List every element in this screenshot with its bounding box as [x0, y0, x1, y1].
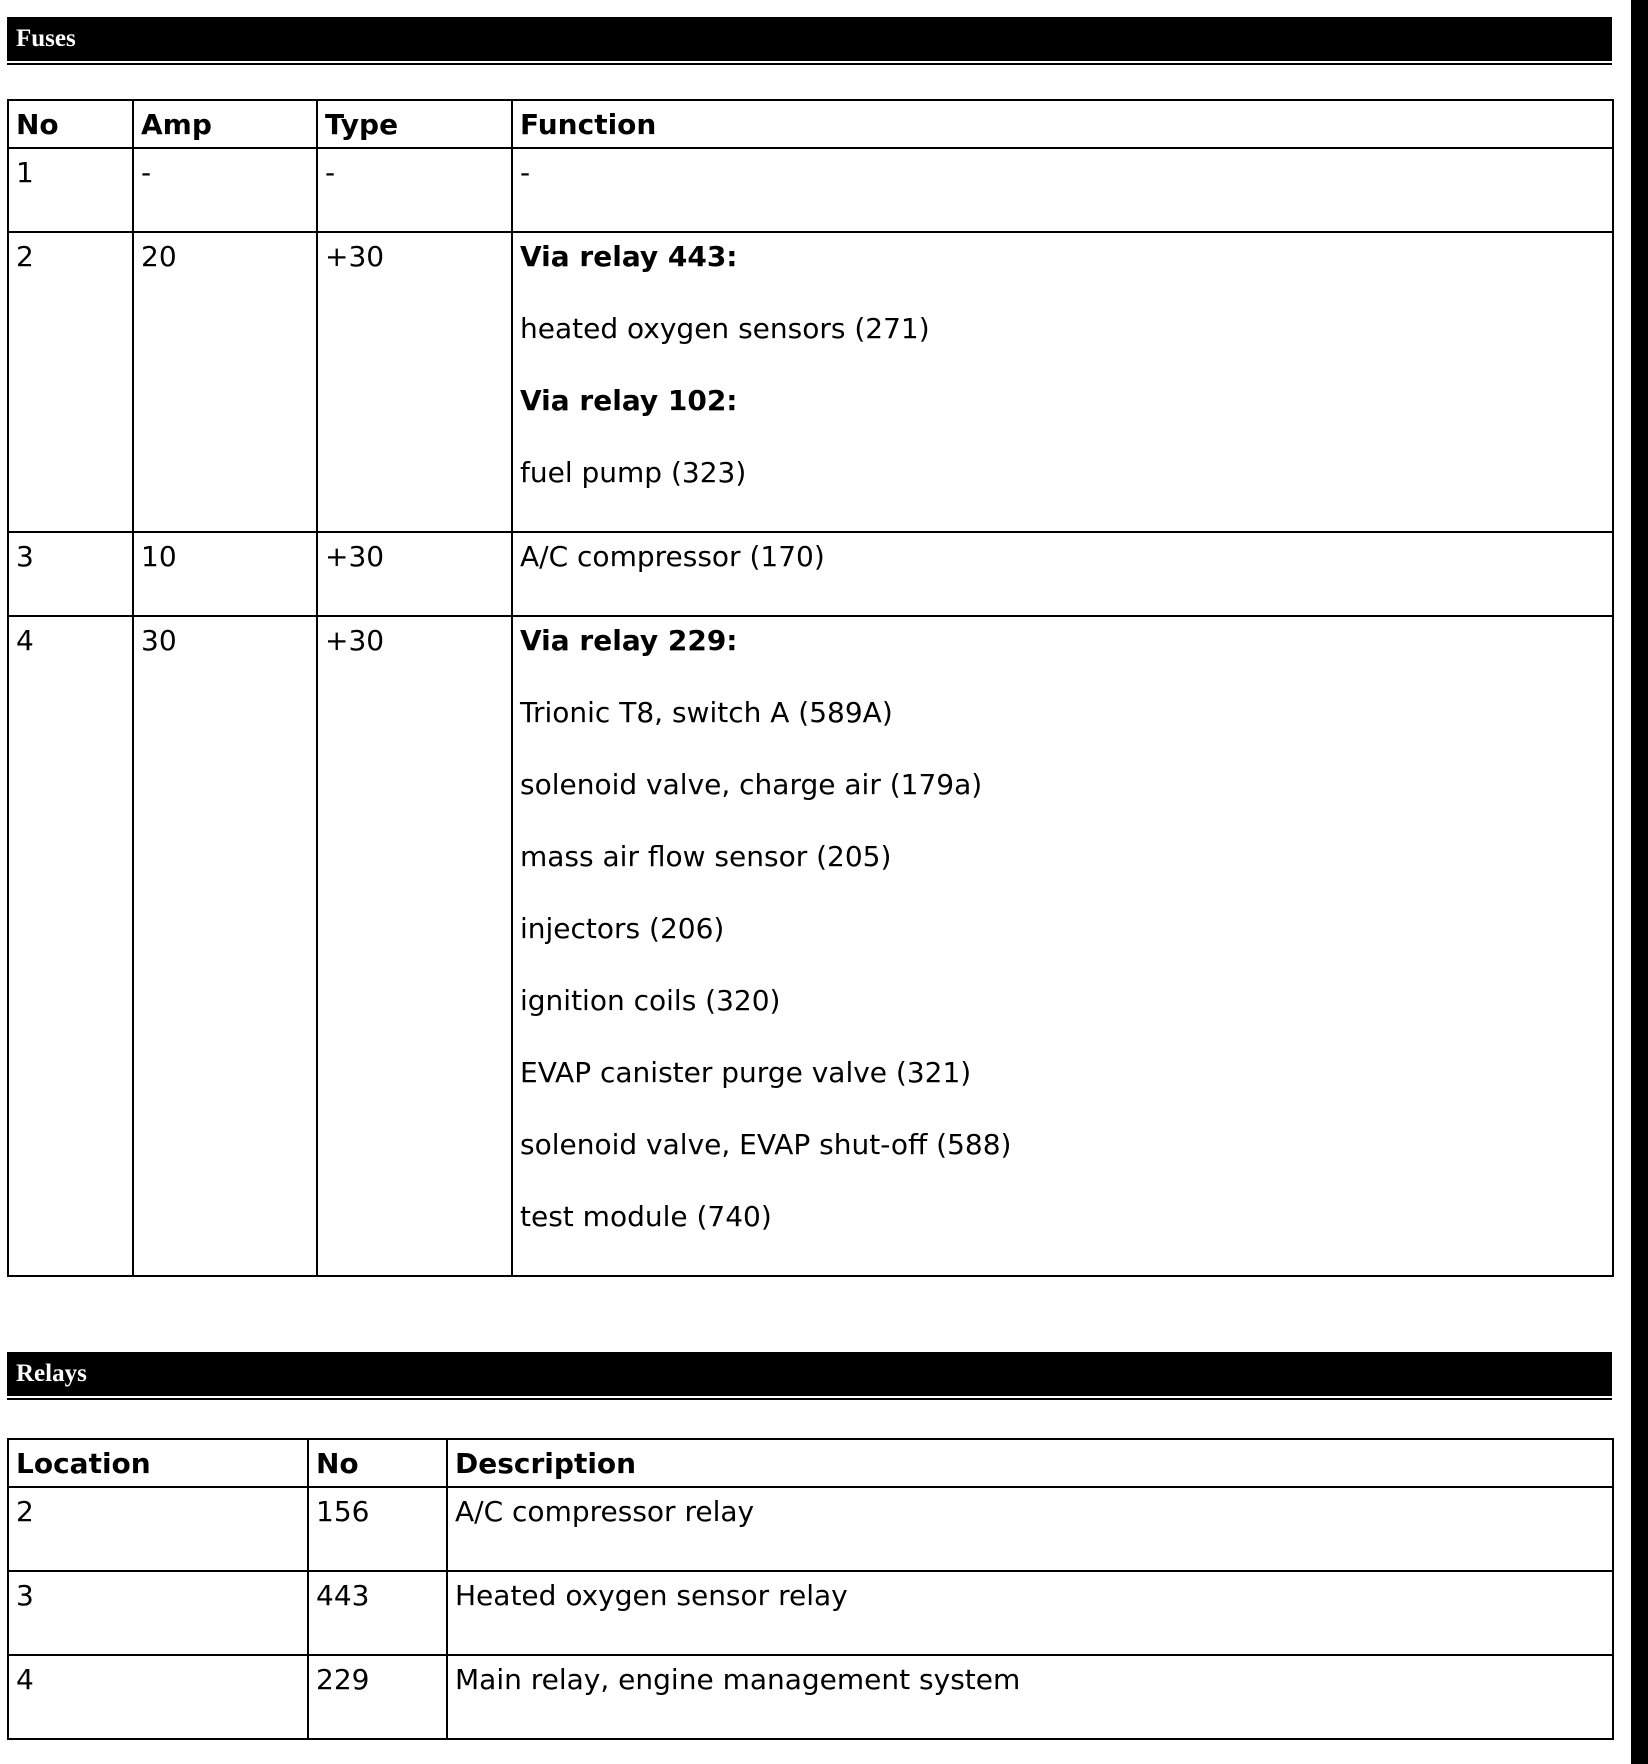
fuse-row	[8, 616, 1613, 1276]
column-header-description: Description	[447, 1439, 1613, 1487]
relay-location-cell	[8, 1487, 308, 1571]
fuse-function-line: heated oxygen sensors (271)	[520, 312, 930, 345]
column-header-function: Function	[512, 100, 1613, 148]
fuse-function-line: solenoid valve, EVAP shut-off (588)	[520, 1128, 1012, 1161]
fuse-no: 1	[16, 156, 34, 189]
column-header-type: Type	[317, 100, 512, 148]
fuse-amp: 30	[141, 624, 177, 657]
relays-table	[7, 1438, 1614, 1740]
fuse-function-line: -	[520, 156, 531, 189]
relays-section-title: Relays	[7, 1352, 1612, 1396]
fuse-function-relay-heading: Via relay 229:	[520, 624, 738, 657]
relay-row	[8, 1487, 1613, 1571]
relay-description-cell	[447, 1571, 1613, 1655]
fuse-function-cell	[512, 532, 1613, 616]
relay-row	[8, 1655, 1613, 1739]
fuse-amp: -	[141, 156, 152, 189]
relays-title-divider	[7, 1398, 1612, 1400]
fuse-amp-cell	[133, 532, 317, 616]
relay-location-cell	[8, 1655, 308, 1739]
fuse-type-cell	[317, 616, 512, 1276]
relay-no-cell	[308, 1487, 447, 1571]
fuse-function-line: Trionic T8, switch A (589A)	[520, 696, 893, 729]
fuse-no-cell	[8, 616, 133, 1276]
fuse-function-cell	[512, 232, 1613, 532]
fuse-function-cell	[512, 616, 1613, 1276]
fuses-title-divider	[7, 63, 1612, 65]
fuse-function-cell	[512, 148, 1613, 232]
column-header-no: No	[8, 100, 133, 148]
fuse-function-line: solenoid valve, charge air (179a)	[520, 768, 983, 801]
fuse-type-cell	[317, 148, 512, 232]
fuses-section-title: Fuses	[7, 17, 1612, 61]
fuses-table	[7, 99, 1614, 1277]
relay-description: Main relay, engine management system	[455, 1663, 1021, 1696]
fuse-type: -	[325, 156, 336, 189]
relay-no: 443	[316, 1579, 370, 1612]
fuse-function-relay-heading: Via relay 443:	[520, 240, 738, 273]
fuse-amp-cell	[133, 616, 317, 1276]
fuse-amp: 10	[141, 540, 177, 573]
fuse-function-line: injectors (206)	[520, 912, 725, 945]
relay-description: A/C compressor relay	[455, 1495, 755, 1528]
relay-no: 229	[316, 1663, 370, 1696]
fuse-amp: 20	[141, 240, 177, 273]
relay-no: 156	[316, 1495, 370, 1528]
relay-no-cell	[308, 1571, 447, 1655]
fuse-amp-cell	[133, 148, 317, 232]
column-header-amp: Amp	[133, 100, 317, 148]
fuse-no: 3	[16, 540, 34, 573]
fuse-type-cell	[317, 232, 512, 532]
fuse-type: +30	[325, 624, 385, 657]
fuse-no-cell	[8, 232, 133, 532]
relay-description-cell	[447, 1655, 1613, 1739]
fuse-row	[8, 232, 1613, 532]
relay-location-cell	[8, 1571, 308, 1655]
relay-location: 2	[16, 1495, 34, 1528]
fuse-row	[8, 532, 1613, 616]
fuse-function-line: test module (740)	[520, 1200, 772, 1233]
relay-location: 3	[16, 1579, 34, 1612]
column-header-no: No	[308, 1439, 447, 1487]
right-edge-bar	[1631, 0, 1648, 1764]
relay-no-cell	[308, 1655, 447, 1739]
fuse-type: +30	[325, 240, 385, 273]
fuses-header-row	[8, 100, 1613, 148]
fuse-function-line: ignition coils (320)	[520, 984, 781, 1017]
fuse-no-cell	[8, 532, 133, 616]
fuse-row	[8, 148, 1613, 232]
fuse-type-cell	[317, 532, 512, 616]
fuse-no-cell	[8, 148, 133, 232]
fuse-no: 4	[16, 624, 34, 657]
relay-description-cell	[447, 1487, 1613, 1571]
fuse-function-relay-heading: Via relay 102:	[520, 384, 738, 417]
fuse-function-line: mass air flow sensor (205)	[520, 840, 892, 873]
fuse-type: +30	[325, 540, 385, 573]
relay-description: Heated oxygen sensor relay	[455, 1579, 848, 1612]
fuse-amp-cell	[133, 232, 317, 532]
relays-header-row	[8, 1439, 1613, 1487]
fuse-function-line: A/C compressor (170)	[520, 540, 825, 573]
fuse-no: 2	[16, 240, 34, 273]
relay-location: 4	[16, 1663, 34, 1696]
fuse-function-line: EVAP canister purge valve (321)	[520, 1056, 972, 1089]
relay-row	[8, 1571, 1613, 1655]
fuse-function-line: fuel pump (323)	[520, 456, 747, 489]
column-header-location: Location	[8, 1439, 308, 1487]
